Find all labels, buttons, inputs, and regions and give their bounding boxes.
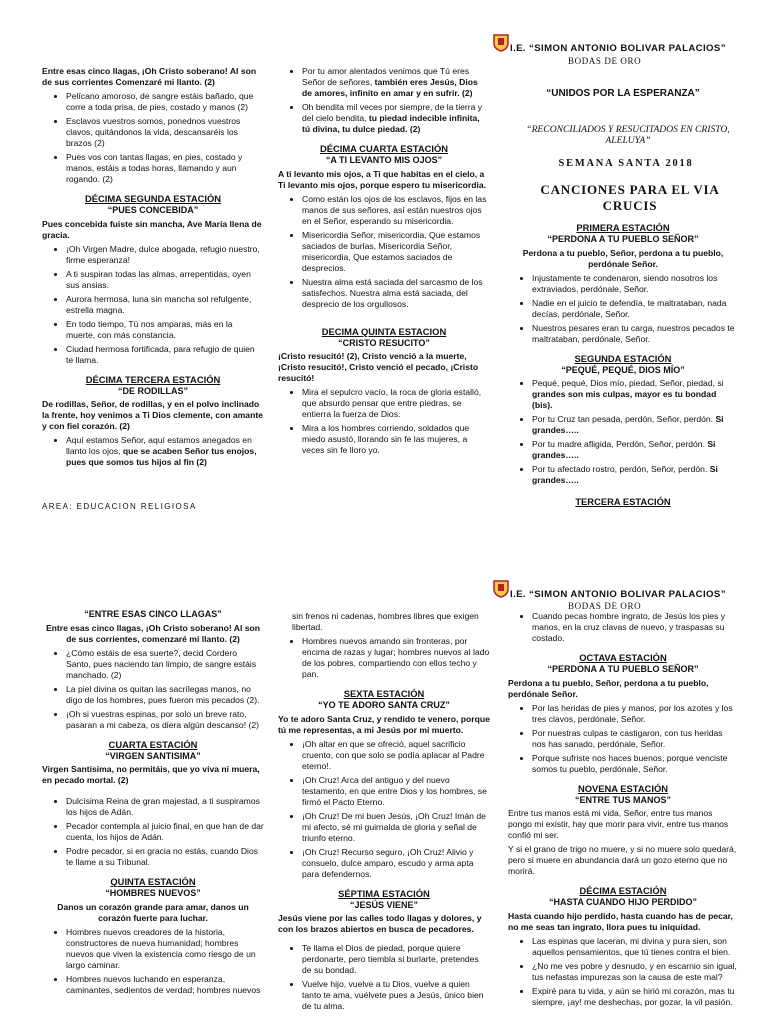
- verse-text: Pequé, pequé, Dios mío, piedad, Señor, piedad, si: [532, 378, 724, 389]
- semana-santa-title: SEMANA SANTA 2018: [558, 158, 694, 169]
- song-title: “DE RODILLAS”: [117, 385, 188, 396]
- song-title: “PEQUÉ, PEQUÉ, DIOS MÍO”: [561, 364, 685, 375]
- verse-text: Por tu Cruz tan pesada, perdón, Señor, perdón.: [532, 414, 716, 425]
- verse-item: • Cuando pecas hombre ingrato, de Jesús los pies y manos, en la cruz clavas de nuevo, y traspasas su costado.: [532, 611, 738, 644]
- chorus-text: Hasta cuando hijo perdido, hasta cuando has de pecar, no me seas tan ingrato, llora pues tu iniquidad.: [508, 910, 733, 932]
- song-title: “YO TE ADORO SANTA CRUZ”: [318, 700, 450, 711]
- station-heading: OCTAVA ESTACIÓN: [579, 652, 667, 663]
- verse-text-bold: tu piedad indecible infinita, tú divina, tu dulce piedad. (2): [302, 113, 480, 134]
- verse-item: • Pelícano amoroso, de sangre estáis bañado, que corre a toda prisa, de pies, costado y manos (2): [66, 91, 264, 113]
- top-middle-column: [278, 66, 490, 459]
- verse-item: • Esclavos vuestros somos, ponednos vuestros clavos, quitándonos la vida, descansaréis los brazos (2): [66, 116, 264, 149]
- chorus-text: Pues concebida fuiste sin mancha, Ave María llena de gracia.: [42, 218, 262, 240]
- station-heading: SÉPTIMA ESTACIÓN: [338, 887, 430, 899]
- verse-item: [302, 66, 490, 99]
- verse-text-bold: que se acaben Señor tus enojos, pues que somos tus hijos al fin (2): [66, 446, 257, 468]
- verse-list: [278, 194, 490, 310]
- station-heading: DÉCIMA ESTACIÓN: [579, 885, 667, 897]
- verse-list: [508, 611, 738, 644]
- verse-item: • ¡Oh si vuestras espinas, por solo un breve rato, pasaran a mi cabeza, os diera algún descanso! (2): [66, 709, 264, 731]
- verse-item: • Las espinas que laceran, mi divina y pura sien, son aquellos pensamientos, que tú tienes contra el bien.: [532, 936, 738, 958]
- verse-item: [302, 102, 490, 135]
- song-title: “PERDONA A TU PUEBLO SEÑOR”: [547, 234, 699, 245]
- verse-item: • Te llama el Dios de piedad, porque quiere perdonarte, pero tiembla si burlarte, pretendes de su bondad.: [302, 943, 490, 976]
- verse-paragraph: Y si el grano de trigo no muere, y si no muere solo quedará, pero si muere en abundancia dará un gozo eterno que no morirá.: [508, 844, 737, 877]
- verse-item: • Dulcísima Reina de gran majestad, a ti suspiramos los hijos de Adán.: [66, 796, 264, 818]
- song-title: “HOMBRES NUEVOS”: [105, 888, 201, 899]
- verse-text-bold: Si grandes…..: [532, 464, 718, 486]
- canciones-title: CANCIONES PARA EL VIA CRUCIS: [540, 182, 720, 213]
- verse-list: [278, 66, 490, 135]
- verse-item: • Pues vos con tantas llagas, en pies, costado y manos, estáis a todas horas, llamando y aun rogando. (2): [66, 152, 264, 185]
- chorus-text: Perdona a tu pueblo, Señor, perdona a tu pueblo, perdónale Señor.: [508, 677, 709, 699]
- verse-paragraph: Entre tus manos está mi vida, Señor, entre tus manos pongo mi existir, hay que morir para vivir, entre tus manos confió mi ser.: [508, 808, 729, 841]
- song-title: “ENTRE ESAS CINCO LLAGAS”: [84, 609, 222, 619]
- station-heading: TERCERA ESTACIÓN: [575, 496, 671, 508]
- verse-item: [532, 378, 738, 411]
- verse-item: • ¿No me ves pobre y desnudo, y en escarnio sin igual, tus nefastas impurezas son la causa de este mal?: [532, 961, 738, 983]
- verse-item: • Misericordia Señor, misericordia, Que estamos saciados de burlas, Misericordia Señor, misericordia, Que estamos saciados de desprecios.: [302, 230, 490, 274]
- verse-item: • Hombres nuevos creadores de la historia, constructores de nueva humanidad; hombres nuevos que viven la existencia como riesgo de un largo caminar.: [66, 927, 264, 971]
- chorus-text: De rodillas, Señor, de rodillas, y en el polvo inclinado la frente, hoy venimos a Ti Dios clemente, con amante y con fiel corazón. (2): [42, 399, 263, 432]
- station-heading: SEXTA ESTACIÓN: [343, 688, 425, 699]
- chorus-text: Virgen Santísima, no permitáis, que yo viva ni muera, en pecado mortal. (2): [42, 764, 260, 786]
- area-label: AREA: EDUCACION RELIGIOSA: [42, 502, 197, 511]
- verse-item: • Hombres nuevos luchando en esperanza, caminantes, sedientos de verdad; hombres nuevos: [66, 974, 264, 996]
- station-heading: NOVENA ESTACIÓN: [577, 782, 669, 794]
- station-heading: DÉCIMA TERCERA ESTACIÓN: [85, 373, 221, 385]
- verse-list: [42, 796, 264, 868]
- verse-list: [42, 648, 264, 731]
- verse-text: Oh bendita mil veces por siempre, de la tierra y del cielo bendita,: [302, 102, 483, 123]
- verse-text: Por tu afectado rostro, perdón, Señor, perdón.: [532, 464, 710, 475]
- station-heading: DECIMA QUINTA ESTACION: [321, 325, 447, 337]
- verse-text: Por tu amor alentados venimos que Tú eres Señor de señores,: [302, 66, 470, 87]
- verse-item: • Podre pecador, si en gracia no estás, cuando Dios te llame a su Tribunal.: [66, 846, 264, 868]
- verse-text: Por tu madre afligida, Perdón, Señor, perdón.: [532, 439, 708, 450]
- station-heading: QUINTA ESTACIÓN: [110, 876, 196, 888]
- verse-item: • Nadie en el juicio te defendía, te maltrataban, nada decías, perdónale, Señor.: [532, 298, 738, 320]
- verse-item: • Aurora hermosa, luna sin mancha sol refulgente, estrella magna.: [66, 294, 264, 316]
- verse-item: • ¡Oh Virgen Madre, dulce abogada, refugio nuestro, firme esperanza!: [66, 244, 264, 266]
- station-heading: CUARTA ESTACIÓN: [108, 738, 198, 750]
- station-heading: SEGUNDA ESTACIÓN: [574, 352, 672, 364]
- verse-item: • Expiré para tu vida, y aún se hirió mi corazón, mas tu siempre, ¡ay! me deshechas, por gozar, la vil pasión.: [532, 986, 738, 1008]
- station-heading: PRIMERA ESTACIÓN: [576, 222, 670, 233]
- station-heading: DÉCIMA SEGUNDA ESTACIÓN: [84, 193, 222, 204]
- song-title: “CRISTO RESUCITO”: [338, 337, 430, 348]
- verse-item: • Por nuestras culpas te castigaron, con tus heridas nos has sanado, perdónale, Señor.: [532, 728, 738, 750]
- chorus-text: Danos un corazón grande para amar, danos un corazón fuerte para luchar.: [57, 901, 249, 923]
- verse-item: • La piel divina os quitan las sacrílegas manos, no digo de los hombres, pues fueron mis pecados (2).: [66, 684, 264, 706]
- verse-list: [42, 91, 264, 185]
- verse-item: • ¡Oh altar en que se ofreció, aquel sacrificio cruento, con que solo se podía aplacar al Padre eterno!.: [302, 739, 490, 772]
- verse-list: [508, 936, 738, 1008]
- verse-text-bold: también eres Jesús, Dios de amores, infinito en amar y en sufrir. (2): [302, 77, 478, 98]
- verse-text-bold: Si grandes…..: [532, 439, 716, 461]
- chorus-text: ¡Cristo resucitó! (2), Cristo venció a la muerte, ¡Cristo resucitó!, Cristo venció el pecado, ¡Cristo resucitó!: [278, 351, 479, 384]
- verse-list: [508, 273, 738, 345]
- verse-item: • Hombres nuevos amando sin fronteras, por encima de razas y lugar; hombres nuevos al lado de los pobres, compartiendo con ellos techo y pan.: [302, 636, 490, 680]
- song-title: “A TI LEVANTO MIS OJOS”: [325, 155, 443, 166]
- continued-verse: sin frenos ni cadenas, hombres libres que exigen libertad.: [292, 611, 479, 632]
- school-name-top: I.E. “SIMON ANTONIO BOLIVAR PALACIOS”: [510, 43, 726, 54]
- verse-item: [532, 439, 738, 461]
- song-title: “JESÚS VIENE”: [349, 899, 419, 910]
- verse-item: • Como están los ojos de los esclavos, fijos en las manos de sus señores, así están nuestros ojos en el Señor, esperando su misericordia.: [302, 194, 490, 227]
- verse-text-bold: grandes son mis culpas, mayor es tu bondad (bis).: [532, 389, 717, 411]
- song-title: “PERDONA A TU PUEBLO SEÑOR”: [547, 664, 699, 675]
- school-name-bottom: I.E. “SIMON ANTONIO BOLIVAR PALACIOS”: [510, 589, 726, 600]
- song-title: “VIRGEN SANTISIMA”: [105, 750, 201, 761]
- verse-text: Aquí estamos Señor, aquí estamos anegados en llanto los ojos,: [66, 435, 252, 457]
- bottom-right-column: [508, 611, 738, 1011]
- verse-item: • Vuelve hijo, vuelve a tu Dios, vuelve a quien tanto te ama, vuélvete pues a Jesús, único bien de tu alma.: [302, 979, 490, 1012]
- verse-item: [66, 435, 264, 468]
- verse-list: [278, 739, 490, 880]
- verse-item: • ¿Cómo estáis de esa suerte?, decid Cordero Santo, pues naciendo tan limpio, de sangre estáis manchado. (2): [66, 648, 264, 681]
- chorus-text: Entre esas cinco llagas, ¡Oh Cristo soberano! Al son de sus corrientes, comenzaré mi llanto. (2): [45, 622, 261, 644]
- verse-list: [508, 378, 738, 486]
- bottom-middle-column: [278, 611, 490, 1015]
- top-right-column: [508, 222, 738, 508]
- verse-text-bold: Si grandes…..: [532, 414, 724, 436]
- verse-item: • ¡Oh Cruz! De mi buen Jesús, ¡Oh Cruz! Imán de mi afecto, sé mi guirnalda de gloria y señal de triunfo eterno.: [302, 811, 490, 844]
- verse-item: • A ti suspiran todas las almas, arrepentidas, oyen sus ansias.: [66, 269, 264, 291]
- bodas-de-oro-top: BODAS DE ORO: [568, 56, 642, 66]
- verse-list: [508, 703, 738, 775]
- verse-item: • ¡Oh Cruz! Recurso seguro, ¡Oh Cruz! Alivio y consuelo, dulce amparo, escudo y arma apta para defendernos.: [302, 847, 490, 880]
- verse-list: [278, 636, 490, 680]
- school-crest-icon: [493, 34, 509, 52]
- song-title: “HASTA CUANDO HIJO PERDIDO”: [548, 897, 697, 908]
- verse-list: [42, 435, 264, 468]
- bodas-de-oro-bottom: BODAS DE ORO: [568, 601, 642, 611]
- verse-item: • Mira a los hombres corriendo, soldados que miedo asustó, llorando sin fe las mujeres, a veces sin fe lloro yo.: [302, 423, 490, 456]
- verse-item: • Nuestra alma está saciada del sarcasmo de los satisfechos. Nuestra alma está saciada, del desprecio de los orgullosos.: [302, 277, 490, 310]
- verse-item: • Porque sufriste nos haces buenos, porque venciste somos tu pueblo, perdónale, Señor.: [532, 753, 738, 775]
- verse-item: • ¡Oh Cruz! Arca del antiguo y del nuevo testamento, en que entre Dios y los hombres, se firmó el Pacto Eterno.: [302, 775, 490, 808]
- subtitle-text: “RECONCILIADOS Y RESUCITADOS EN CRISTO, ALELUYA”: [526, 124, 730, 146]
- chorus-text: A ti levanto mis ojos, a Ti que habitas en el cielo, a Ti levanto mis ojos, porque espero tu misericordia.: [278, 168, 487, 190]
- chorus-text: Yo te adoro Santa Cruz, y rendido te venero, porque tú me representas, a mi Jesús por mi muerto.: [278, 713, 490, 735]
- song-title: “ENTRE TUS MANOS”: [574, 794, 671, 805]
- verse-item: • Por las heridas de pies y manos, por los azotes y los tres clavos, perdónale, Señor.: [532, 703, 738, 725]
- song-title: “PUES CONCEBIDA”: [107, 205, 199, 216]
- verse-list: [42, 927, 264, 996]
- verse-item: [532, 414, 738, 436]
- verse-item: • Pecador contempla al juicio final, en que han de dar cuenta, los hijos de Adán.: [66, 821, 264, 843]
- top-left-column: [42, 66, 264, 471]
- verse-list: [42, 244, 264, 366]
- verse-item: • Ciudad hermosa fortificada, para refugio de quien te llama.: [66, 344, 264, 366]
- verse-item: • Mira el sepulcro vacío, la roca de gloria estalló, que absurdo pensar que entre piedras, se entierra la fuerza de Dios.: [302, 387, 490, 420]
- intro-text: Entre esas cinco llagas, ¡Oh Cristo soberano! Al son de sus corrientes Comenzaré mi llanto. (2): [42, 66, 257, 87]
- verse-item: [532, 464, 738, 486]
- verse-item: • Injustamente te condenaron, siendo nosotros los extraviados, perdónale, Señor.: [532, 273, 738, 295]
- chorus-text: Jesús viene por las calles todo llagas y dolores, y con los brazos abiertos en busca de pecadores.: [278, 913, 482, 935]
- verse-item: • Nuestros pesares eran tu carga, nuestros pecados te maltrataban, perdónale, Señor.: [532, 323, 738, 345]
- school-crest-icon: [493, 580, 509, 598]
- verse-item: • En todo tiempo, Tú nos amparas, más en la muerte, con más constancia.: [66, 319, 264, 341]
- station-heading: DÉCIMA CUARTA ESTACIÓN: [319, 143, 449, 154]
- verse-list: [278, 943, 490, 1012]
- verse-list: [278, 387, 490, 456]
- bottom-left-column: [42, 609, 264, 999]
- motto-text: “UNIDOS POR LA ESPERANZA”: [546, 88, 700, 99]
- chorus-text: Perdona a tu pueblo, Señor, perdona a tu pueblo, perdónale Señor.: [522, 247, 724, 269]
